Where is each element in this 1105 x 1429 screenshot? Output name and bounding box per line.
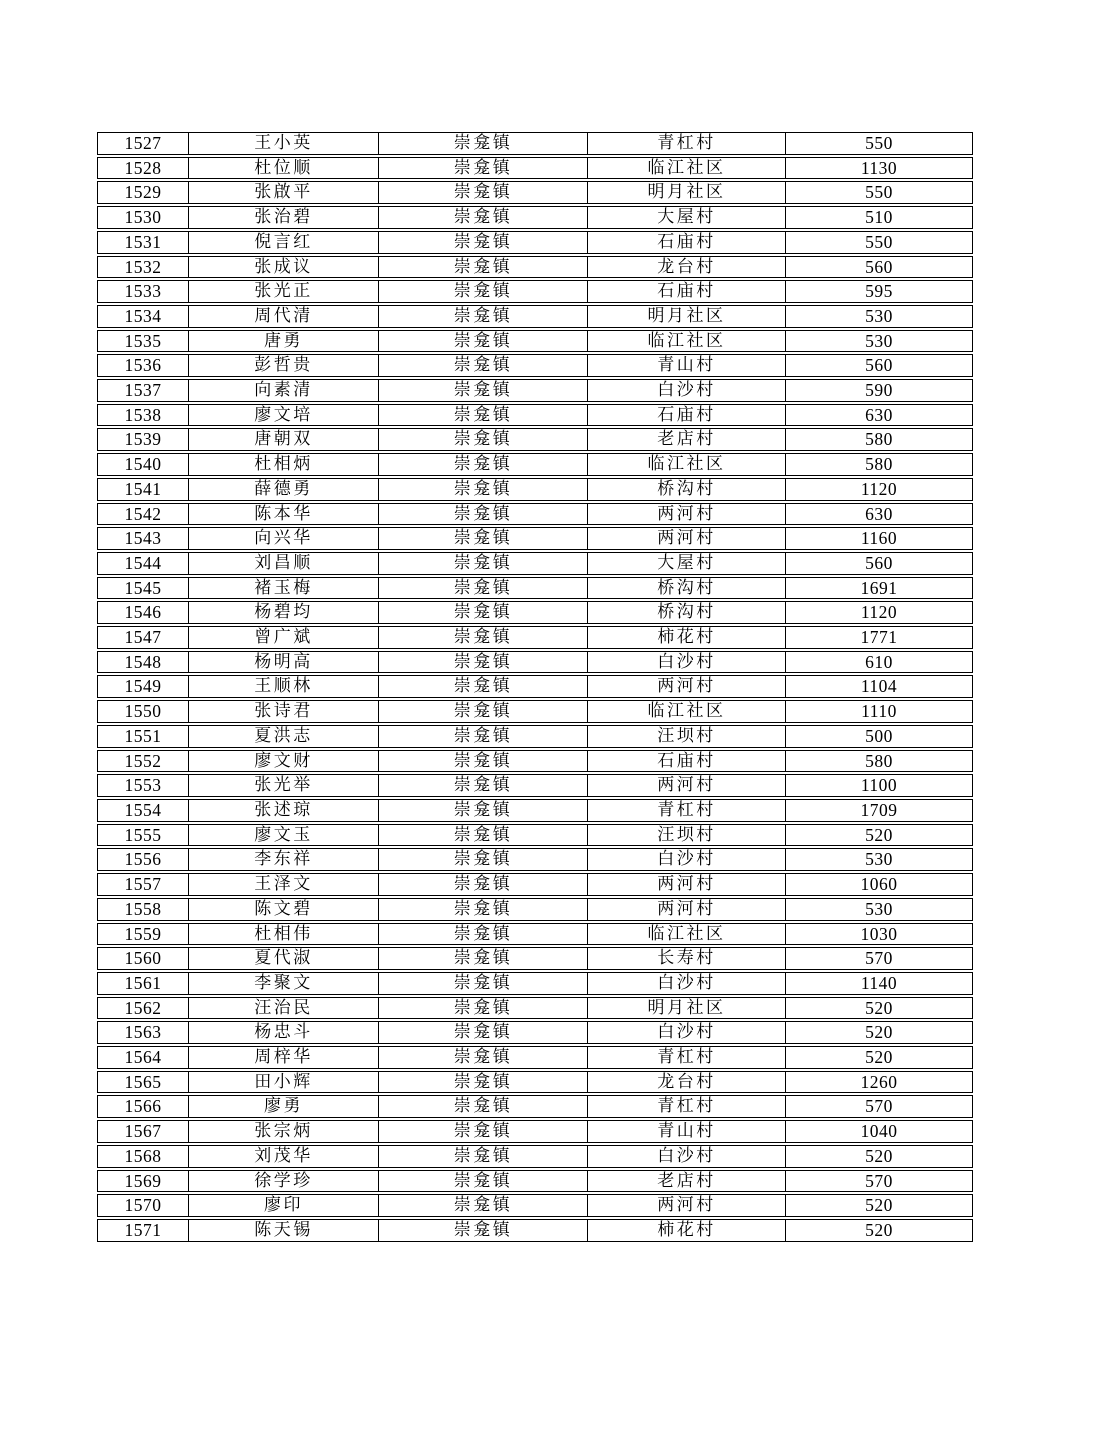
cell-name: 廖文财 — [188, 750, 378, 773]
cell-town: 崇龛镇 — [378, 181, 587, 204]
table-row — [97, 453, 973, 476]
cell-town: 崇龛镇 — [378, 923, 587, 946]
cell-amount: 630 — [785, 404, 973, 427]
table-row — [97, 577, 973, 600]
cell-index: 1541 — [97, 478, 188, 501]
cell-amount: 1120 — [785, 601, 973, 624]
cell-amount: 530 — [785, 305, 973, 328]
cell-index: 1569 — [97, 1170, 188, 1193]
cell-index: 1570 — [97, 1194, 188, 1217]
table-row — [97, 404, 973, 427]
table-row — [97, 626, 973, 649]
cell-town: 崇龛镇 — [378, 157, 587, 180]
cell-village: 石庙村 — [587, 750, 785, 773]
cell-amount: 520 — [785, 1194, 973, 1217]
cell-name: 周代清 — [188, 305, 378, 328]
cell-amount: 1110 — [785, 700, 973, 723]
cell-index: 1559 — [97, 923, 188, 946]
cell-amount: 520 — [785, 997, 973, 1020]
cell-town: 崇龛镇 — [378, 404, 587, 427]
cell-village: 柿花村 — [587, 626, 785, 649]
cell-town: 崇龛镇 — [378, 354, 587, 377]
cell-amount: 595 — [785, 280, 973, 303]
cell-name: 陈文碧 — [188, 898, 378, 921]
cell-index: 1542 — [97, 503, 188, 526]
cell-name: 周梓华 — [188, 1046, 378, 1069]
cell-village: 白沙村 — [587, 972, 785, 995]
cell-amount: 560 — [785, 256, 973, 279]
table-row — [97, 923, 973, 946]
table-row — [97, 947, 973, 970]
table-row — [97, 1194, 973, 1217]
cell-index: 1560 — [97, 947, 188, 970]
cell-town: 崇龛镇 — [378, 626, 587, 649]
cell-amount: 520 — [785, 1021, 973, 1044]
cell-village: 明月社区 — [587, 181, 785, 204]
cell-index: 1538 — [97, 404, 188, 427]
cell-index: 1528 — [97, 157, 188, 180]
cell-amount: 630 — [785, 503, 973, 526]
cell-town: 崇龛镇 — [378, 478, 587, 501]
cell-index: 1550 — [97, 700, 188, 723]
cell-index: 1533 — [97, 280, 188, 303]
cell-name: 倪言红 — [188, 231, 378, 254]
table-row — [97, 1046, 973, 1069]
cell-index: 1529 — [97, 181, 188, 204]
cell-town: 崇龛镇 — [378, 305, 587, 328]
cell-name: 张光举 — [188, 774, 378, 797]
cell-amount: 570 — [785, 1095, 973, 1118]
cell-name: 张啟平 — [188, 181, 378, 204]
cell-name: 向素清 — [188, 379, 378, 402]
cell-amount: 1709 — [785, 799, 973, 822]
cell-name: 张诗君 — [188, 700, 378, 723]
table-row — [97, 181, 973, 204]
cell-name: 唐朝双 — [188, 428, 378, 451]
roster-table — [97, 130, 973, 1244]
cell-town: 崇龛镇 — [378, 379, 587, 402]
cell-village: 老店村 — [587, 1170, 785, 1193]
cell-amount: 1100 — [785, 774, 973, 797]
cell-name: 王小英 — [188, 132, 378, 155]
cell-village: 明月社区 — [587, 997, 785, 1020]
table-row — [97, 750, 973, 773]
cell-name: 李东祥 — [188, 848, 378, 871]
cell-name: 夏代淑 — [188, 947, 378, 970]
cell-town: 崇龛镇 — [378, 453, 587, 476]
cell-village: 桥沟村 — [587, 478, 785, 501]
table-row — [97, 1071, 973, 1094]
table-row — [97, 1021, 973, 1044]
cell-village: 临江社区 — [587, 923, 785, 946]
cell-amount: 560 — [785, 354, 973, 377]
cell-name: 杜相伟 — [188, 923, 378, 946]
cell-village: 石庙村 — [587, 404, 785, 427]
table-row — [97, 824, 973, 847]
cell-village: 汪坝村 — [587, 725, 785, 748]
cell-amount: 1140 — [785, 972, 973, 995]
cell-index: 1554 — [97, 799, 188, 822]
table-row — [97, 898, 973, 921]
cell-amount: 520 — [785, 824, 973, 847]
cell-amount: 530 — [785, 848, 973, 871]
cell-village: 石庙村 — [587, 280, 785, 303]
cell-index: 1537 — [97, 379, 188, 402]
cell-amount: 610 — [785, 651, 973, 674]
cell-town: 崇龛镇 — [378, 206, 587, 229]
cell-name: 张光正 — [188, 280, 378, 303]
cell-index: 1557 — [97, 873, 188, 896]
cell-amount: 580 — [785, 428, 973, 451]
cell-index: 1555 — [97, 824, 188, 847]
cell-town: 崇龛镇 — [378, 972, 587, 995]
cell-index: 1545 — [97, 577, 188, 600]
cell-town: 崇龛镇 — [378, 774, 587, 797]
cell-name: 陈本华 — [188, 503, 378, 526]
cell-town: 崇龛镇 — [378, 280, 587, 303]
cell-village: 长寿村 — [587, 947, 785, 970]
table-row — [97, 256, 973, 279]
cell-name: 廖文玉 — [188, 824, 378, 847]
cell-amount: 500 — [785, 725, 973, 748]
cell-name: 廖印 — [188, 1194, 378, 1217]
cell-town: 崇龛镇 — [378, 873, 587, 896]
cell-town: 崇龛镇 — [378, 330, 587, 353]
cell-town: 崇龛镇 — [378, 725, 587, 748]
cell-village: 两河村 — [587, 675, 785, 698]
cell-name: 杜相炳 — [188, 453, 378, 476]
cell-village: 两河村 — [587, 1194, 785, 1217]
cell-town: 崇龛镇 — [378, 651, 587, 674]
cell-town: 崇龛镇 — [378, 132, 587, 155]
cell-amount: 530 — [785, 898, 973, 921]
cell-index: 1568 — [97, 1145, 188, 1168]
cell-village: 两河村 — [587, 873, 785, 896]
cell-town: 崇龛镇 — [378, 503, 587, 526]
cell-town: 崇龛镇 — [378, 428, 587, 451]
table-row — [97, 1095, 973, 1118]
cell-amount: 560 — [785, 552, 973, 575]
cell-town: 崇龛镇 — [378, 1194, 587, 1217]
cell-name: 张成议 — [188, 256, 378, 279]
cell-index: 1562 — [97, 997, 188, 1020]
table-row — [97, 330, 973, 353]
cell-index: 1534 — [97, 305, 188, 328]
cell-index: 1532 — [97, 256, 188, 279]
cell-town: 崇龛镇 — [378, 1170, 587, 1193]
table-row — [97, 157, 973, 180]
cell-amount: 580 — [785, 750, 973, 773]
cell-index: 1553 — [97, 774, 188, 797]
cell-name: 杨忠斗 — [188, 1021, 378, 1044]
table-row — [97, 651, 973, 674]
cell-name: 王泽文 — [188, 873, 378, 896]
table-row — [97, 675, 973, 698]
table-row — [97, 132, 973, 155]
cell-index: 1539 — [97, 428, 188, 451]
cell-village: 老店村 — [587, 428, 785, 451]
cell-index: 1566 — [97, 1095, 188, 1118]
cell-amount: 1120 — [785, 478, 973, 501]
cell-amount: 520 — [785, 1145, 973, 1168]
cell-village: 白沙村 — [587, 651, 785, 674]
cell-name: 王顺林 — [188, 675, 378, 698]
cell-village: 桥沟村 — [587, 601, 785, 624]
cell-village: 青杠村 — [587, 132, 785, 155]
cell-amount: 550 — [785, 181, 973, 204]
cell-amount: 530 — [785, 330, 973, 353]
cell-index: 1558 — [97, 898, 188, 921]
cell-index: 1547 — [97, 626, 188, 649]
cell-town: 崇龛镇 — [378, 898, 587, 921]
cell-index: 1540 — [97, 453, 188, 476]
cell-index: 1567 — [97, 1120, 188, 1143]
cell-village: 临江社区 — [587, 453, 785, 476]
cell-town: 崇龛镇 — [378, 231, 587, 254]
cell-town: 崇龛镇 — [378, 601, 587, 624]
cell-amount: 550 — [785, 231, 973, 254]
cell-name: 陈天锡 — [188, 1219, 378, 1242]
cell-village: 青杠村 — [587, 1046, 785, 1069]
cell-town: 崇龛镇 — [378, 1120, 587, 1143]
table-row — [97, 354, 973, 377]
cell-town: 崇龛镇 — [378, 848, 587, 871]
cell-name: 徐学珍 — [188, 1170, 378, 1193]
table-row — [97, 206, 973, 229]
cell-index: 1564 — [97, 1046, 188, 1069]
table-row — [97, 774, 973, 797]
cell-index: 1563 — [97, 1021, 188, 1044]
cell-name: 杨明高 — [188, 651, 378, 674]
cell-amount: 520 — [785, 1219, 973, 1242]
cell-village: 石庙村 — [587, 231, 785, 254]
table-row — [97, 305, 973, 328]
cell-index: 1536 — [97, 354, 188, 377]
cell-village: 青杠村 — [587, 1095, 785, 1118]
cell-name: 杨碧均 — [188, 601, 378, 624]
cell-name: 田小辉 — [188, 1071, 378, 1094]
cell-amount: 510 — [785, 206, 973, 229]
cell-town: 崇龛镇 — [378, 700, 587, 723]
table-row — [97, 601, 973, 624]
cell-name: 褚玉梅 — [188, 577, 378, 600]
cell-village: 白沙村 — [587, 379, 785, 402]
cell-village: 大屋村 — [587, 552, 785, 575]
cell-town: 崇龛镇 — [378, 997, 587, 1020]
cell-amount: 570 — [785, 947, 973, 970]
cell-amount: 1160 — [785, 527, 973, 550]
cell-town: 崇龛镇 — [378, 799, 587, 822]
cell-name: 汪治民 — [188, 997, 378, 1020]
cell-name: 刘昌顺 — [188, 552, 378, 575]
cell-name: 唐勇 — [188, 330, 378, 353]
table-row — [97, 848, 973, 871]
cell-amount: 1130 — [785, 157, 973, 180]
table-row — [97, 231, 973, 254]
cell-name: 张宗炳 — [188, 1120, 378, 1143]
cell-index: 1543 — [97, 527, 188, 550]
table-row — [97, 799, 973, 822]
cell-index: 1548 — [97, 651, 188, 674]
cell-index: 1535 — [97, 330, 188, 353]
cell-amount: 1060 — [785, 873, 973, 896]
cell-index: 1551 — [97, 725, 188, 748]
cell-amount: 520 — [785, 1046, 973, 1069]
cell-town: 崇龛镇 — [378, 577, 587, 600]
cell-name: 夏洪志 — [188, 725, 378, 748]
cell-village: 柿花村 — [587, 1219, 785, 1242]
table-row — [97, 280, 973, 303]
cell-amount: 1260 — [785, 1071, 973, 1094]
cell-town: 崇龛镇 — [378, 552, 587, 575]
cell-name: 彭哲贵 — [188, 354, 378, 377]
table-row — [97, 503, 973, 526]
cell-village: 临江社区 — [587, 330, 785, 353]
cell-town: 崇龛镇 — [378, 1145, 587, 1168]
table-row — [97, 428, 973, 451]
cell-amount: 570 — [785, 1170, 973, 1193]
cell-village: 汪坝村 — [587, 824, 785, 847]
cell-name: 李聚文 — [188, 972, 378, 995]
table-row — [97, 700, 973, 723]
cell-index: 1561 — [97, 972, 188, 995]
cell-amount: 1104 — [785, 675, 973, 698]
table-row — [97, 379, 973, 402]
cell-village: 龙台村 — [587, 1071, 785, 1094]
table-row — [97, 972, 973, 995]
table-row — [97, 552, 973, 575]
cell-village: 白沙村 — [587, 1021, 785, 1044]
cell-amount: 550 — [785, 132, 973, 155]
cell-name: 廖文培 — [188, 404, 378, 427]
cell-index: 1546 — [97, 601, 188, 624]
cell-town: 崇龛镇 — [378, 1219, 587, 1242]
cell-amount: 1691 — [785, 577, 973, 600]
cell-amount: 590 — [785, 379, 973, 402]
cell-name: 曾广斌 — [188, 626, 378, 649]
cell-amount: 1030 — [785, 923, 973, 946]
cell-town: 崇龛镇 — [378, 947, 587, 970]
cell-village: 白沙村 — [587, 1145, 785, 1168]
cell-village: 白沙村 — [587, 848, 785, 871]
cell-town: 崇龛镇 — [378, 824, 587, 847]
table-row — [97, 725, 973, 748]
roster-table-body — [97, 132, 973, 1242]
table-row — [97, 478, 973, 501]
cell-village: 青杠村 — [587, 799, 785, 822]
roster-table-grid — [97, 130, 973, 1244]
table-row — [97, 1219, 973, 1242]
cell-amount: 1771 — [785, 626, 973, 649]
table-row — [97, 1170, 973, 1193]
cell-index: 1544 — [97, 552, 188, 575]
cell-village: 青山村 — [587, 1120, 785, 1143]
cell-village: 龙台村 — [587, 256, 785, 279]
cell-name: 张治碧 — [188, 206, 378, 229]
cell-index: 1527 — [97, 132, 188, 155]
cell-amount: 580 — [785, 453, 973, 476]
cell-village: 两河村 — [587, 527, 785, 550]
table-row — [97, 873, 973, 896]
cell-name: 薛德勇 — [188, 478, 378, 501]
table-row — [97, 997, 973, 1020]
cell-town: 崇龛镇 — [378, 527, 587, 550]
table-row — [97, 1145, 973, 1168]
cell-index: 1531 — [97, 231, 188, 254]
cell-village: 两河村 — [587, 898, 785, 921]
cell-town: 崇龛镇 — [378, 1071, 587, 1094]
cell-name: 向兴华 — [188, 527, 378, 550]
table-row — [97, 1120, 973, 1143]
cell-index: 1556 — [97, 848, 188, 871]
cell-village: 两河村 — [587, 774, 785, 797]
cell-village: 临江社区 — [587, 157, 785, 180]
cell-index: 1549 — [97, 675, 188, 698]
cell-town: 崇龛镇 — [378, 750, 587, 773]
cell-village: 两河村 — [587, 503, 785, 526]
cell-index: 1552 — [97, 750, 188, 773]
cell-town: 崇龛镇 — [378, 675, 587, 698]
cell-amount: 1040 — [785, 1120, 973, 1143]
cell-village: 临江社区 — [587, 700, 785, 723]
cell-town: 崇龛镇 — [378, 1095, 587, 1118]
cell-village: 明月社区 — [587, 305, 785, 328]
cell-name: 杜位顺 — [188, 157, 378, 180]
cell-index: 1571 — [97, 1219, 188, 1242]
cell-name: 廖勇 — [188, 1095, 378, 1118]
cell-town: 崇龛镇 — [378, 1021, 587, 1044]
cell-town: 崇龛镇 — [378, 1046, 587, 1069]
cell-index: 1530 — [97, 206, 188, 229]
cell-village: 大屋村 — [587, 206, 785, 229]
cell-town: 崇龛镇 — [378, 256, 587, 279]
cell-village: 桥沟村 — [587, 577, 785, 600]
cell-name: 刘茂华 — [188, 1145, 378, 1168]
cell-index: 1565 — [97, 1071, 188, 1094]
cell-name: 张述琼 — [188, 799, 378, 822]
cell-village: 青山村 — [587, 354, 785, 377]
table-row — [97, 527, 973, 550]
